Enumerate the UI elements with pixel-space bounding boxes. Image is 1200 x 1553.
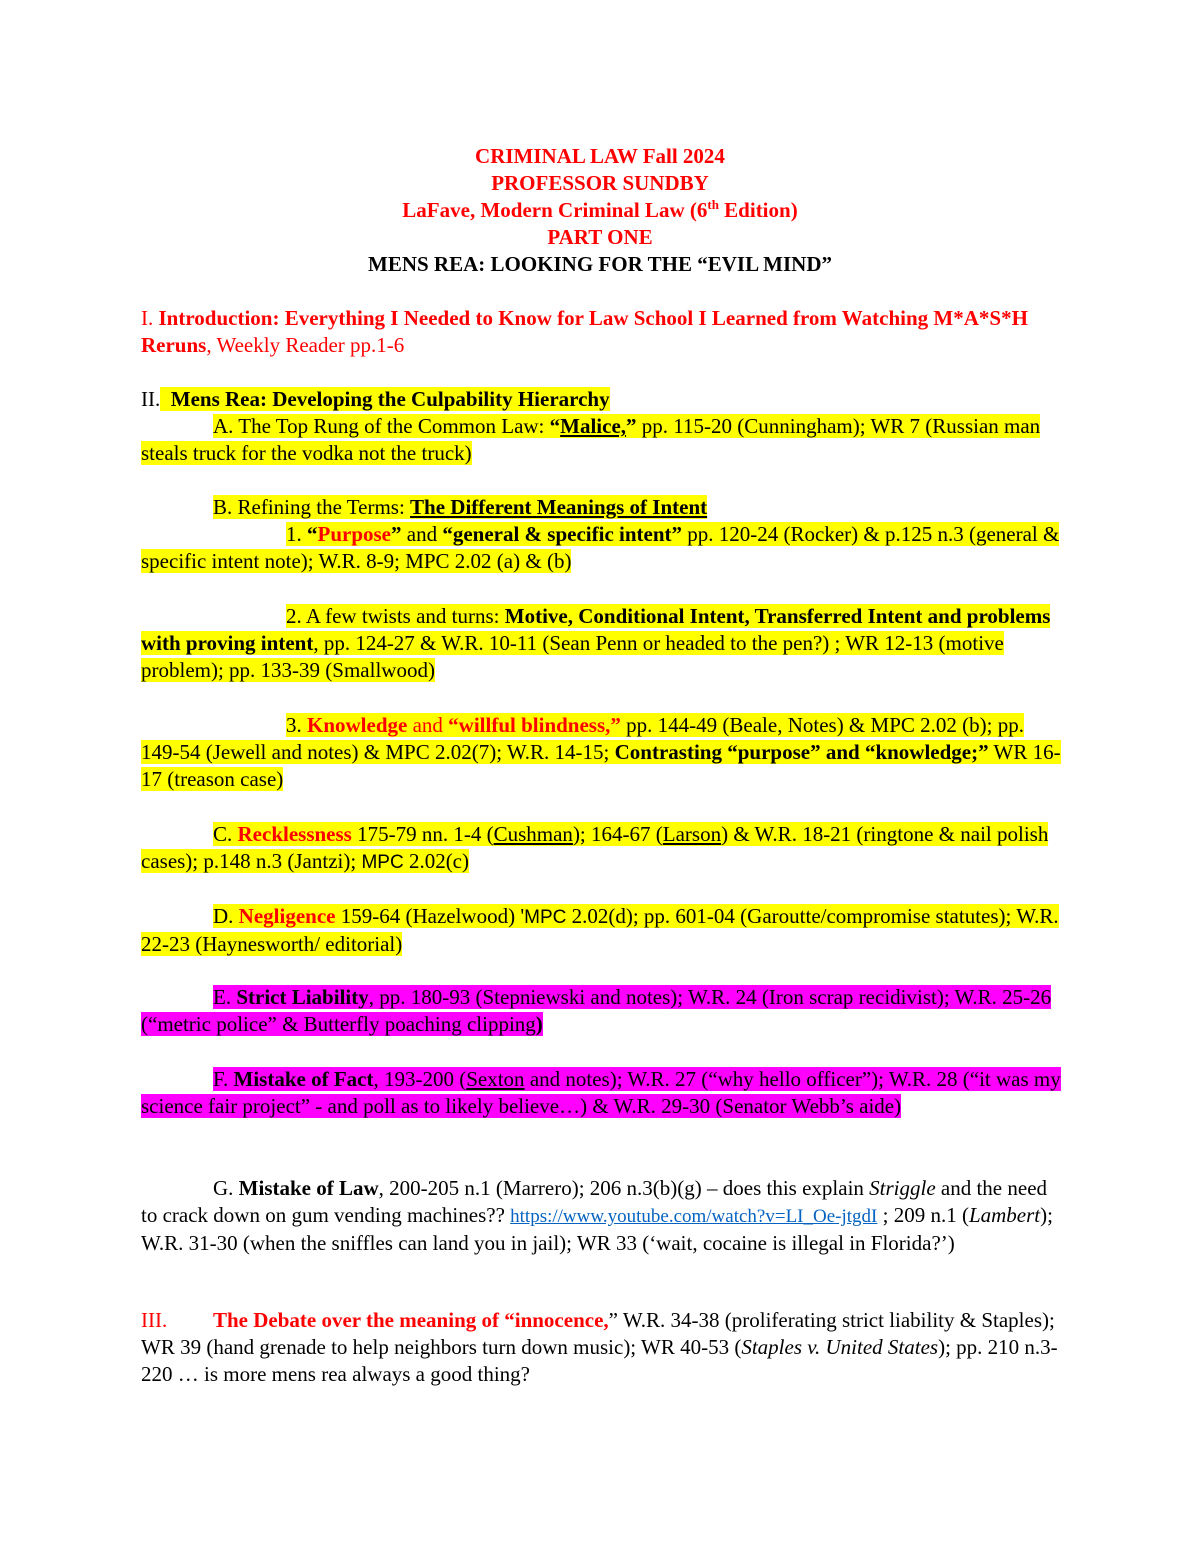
item-b: B. Refining the Terms: The Different Meanings of Intent: [213, 495, 708, 519]
mistake-of-law-term: Mistake of Law: [238, 1176, 379, 1200]
part-subtitle: MENS REA: LOOKING FOR THE “EVIL MIND”: [368, 252, 832, 276]
document-header: [0, 143, 1200, 278]
malice-term: Malice,: [560, 414, 627, 438]
section-ii-heading: II. Mens Rea: Developing the Culpability Hierarchy: [141, 387, 610, 411]
item-b1: 1. “Purpose” and “general & specific intent” pp. 120-24 (Rocker) & p.125 n.3 (general & specific intent note); W.R. 8-9; MPC 2.02 (a) & (b): [141, 522, 1060, 573]
knowledge-term: Knowledge: [307, 713, 408, 737]
strict-liability-term: Strict Liability: [236, 985, 369, 1009]
part-heading: PART ONE: [547, 225, 653, 249]
item-b-title: The Different Meanings of Intent: [410, 495, 708, 519]
recklessness-term: Recklessness: [237, 822, 352, 846]
purpose-term: Purpose: [317, 522, 391, 546]
item-e: E. Strict Liability, pp. 180-93 (Stepniewski and notes); W.R. 24 (Iron scrap recidivist); W.R. 25-26 (“metric police” & Butterfly poaching clipping): [141, 985, 1052, 1036]
section-i: I. Introduction: Everything I Needed to Know for Law School I Learned from Watching M*A*S*H Reruns, Weekly Reader pp.1-6: [141, 306, 1028, 357]
item-c: C. Recklessness 175-79 nn. 1-4 (Cushman); 164-67 (Larson) & W.R. 18-21 (ringtone & nail polish cases); p.148 n.3 (Jantzi); MPC 2.02(c): [141, 822, 1049, 873]
section-iii: III. The Debate over the meaning of “innocence,” W.R. 34-38 (proliferating strict liability & Staples); WR 39 (hand grenade to help neighbors turn down music); WR 40-53 (Staples v. United States); pp. 210 n.3- 220 … is more mens rea always a good thing?: [141, 1308, 1058, 1386]
item-b3: 3. Knowledge and “willful blindness,” pp. 144-49 (Beale, Notes) & MPC 2.02 (b); pp. 149-54 (Jewell and notes) & MPC 2.02(7); W.R. 14-15; Contrasting “purpose” and “knowledge;” WR 16-17 (treason case): [141, 713, 1061, 791]
professor-name: PROFESSOR SUNDBY: [491, 171, 709, 195]
youtube-link[interactable]: https://www.youtube.com/watch?v=LI_Oe-jtgdI: [510, 1206, 878, 1227]
item-d: D. Negligence 159-64 (Hazelwood) 'MPC 2.02(d); pp. 601-04 (Garoutte/compromise statutes); W.R. 22-23 (Haynesworth/ editorial): [141, 904, 1059, 956]
section-ii-title: Mens Rea: Developing the Culpability Hierarchy: [160, 387, 609, 411]
item-b2: 2. A few twists and turns: Motive, Conditional Intent, Transferred Intent and problems with proving intent, pp. 124-27 & W.R. 10-11 (Sean Penn or headed to the pen?) ; WR 12-13 (motive problem); pp. 133-39 (Smallwood): [141, 604, 1051, 682]
section-i-title: Introduction: Everything I Needed to Know for Law School I Learned from Watching M*A*S*H Reruns: [141, 306, 1028, 357]
textbook-line: LaFave, Modern Criminal Law (6th Edition): [402, 197, 798, 222]
section-iii-title: The Debate over the meaning of “innocence,: [213, 1308, 609, 1332]
course-title: CRIMINAL LAW Fall 2024: [475, 144, 725, 168]
item-a: A. The Top Rung of the Common Law: “Malice,” pp. 115-20 (Cunningham); WR 7 (Russian man steals truck for the vodka not the truck): [141, 414, 1041, 465]
item-f: F. Mistake of Fact, 193-200 (Sexton and notes); W.R. 27 (“why hello officer”); W.R. 28 (“it was my science fair project” - and poll as to likely believe…) & W.R. 29-30 (Senator Webb’s aide): [141, 1067, 1061, 1118]
mistake-of-fact-term: Mistake of Fact: [233, 1067, 374, 1091]
negligence-term: Negligence: [238, 904, 336, 928]
item-g: G. Mistake of Law, 200-205 n.1 (Marrero); 206 n.3(b)(g) – does this explain Striggle and the need to crack down on gum vending machines?? https://www.youtube.com/watch?v=LI_Oe-jtgdI ; 209 n.1 (Lambert); W.R. 31-30 (when the sniffles can land you in jail); WR 33 (‘wait, cocaine is illegal in Florida?’): [141, 1176, 1053, 1255]
